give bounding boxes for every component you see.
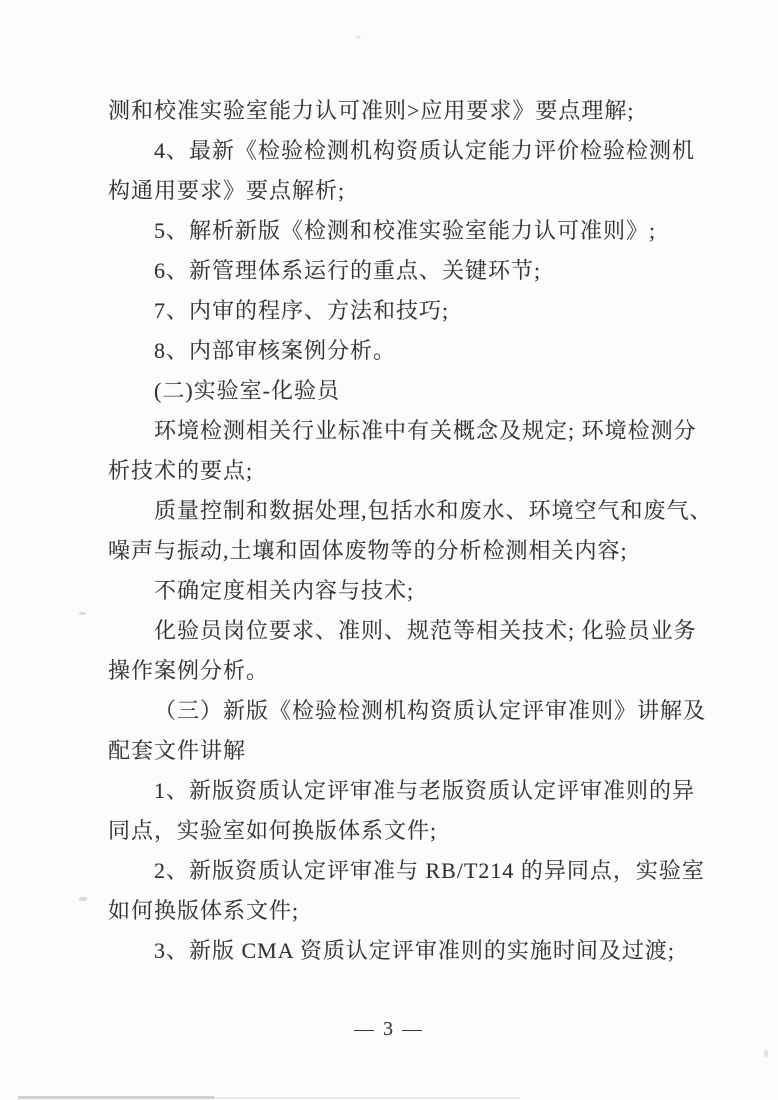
text-line: 不确定度相关内容与技术; <box>154 578 415 603</box>
scan-speck <box>764 1050 768 1057</box>
text-line: 质量控制和数据处理,包括水和废水、环境空气和废气、 <box>154 498 713 523</box>
text-line: 噪声与振动,土壤和固体废物等的分析检测相关内容; <box>108 538 628 563</box>
text-line: 环境检测相关行业标准中有关概念及规定; 环境检测分 <box>154 418 697 443</box>
document-body <box>108 91 713 971</box>
text-line: 如何换版体系文件; <box>108 898 300 923</box>
text-line: (二)实验室-化验员 <box>154 378 340 403</box>
text-line: 6、新管理体系运行的重点、关键环节; <box>154 258 542 283</box>
scan-speck <box>356 36 361 39</box>
text-line: （三）新版《检验检测机构资质认定评审准则》讲解及 <box>154 698 707 723</box>
text-line: 同点，实验室如何换版体系文件; <box>108 818 438 843</box>
text-line: 配套文件讲解 <box>108 738 247 763</box>
scan-speck <box>79 897 87 901</box>
text-line: 2、新版资质认定评审准与 RB/T214 的异同点，实验室 <box>154 858 705 883</box>
text-line: 4、最新《检验检测机构资质认定能力评价检验检测机 <box>154 138 696 163</box>
text-line: 析技术的要点; <box>108 458 254 483</box>
text-line: 8、内部审核案例分析。 <box>154 338 397 363</box>
text-line: 测和校准实验室能力认可准则>应用要求》要点理解; <box>108 98 635 123</box>
text-line: 1、新版资质认定评审准与老版资质认定评审准则的异 <box>154 778 696 803</box>
text-line: 操作案例分析。 <box>108 658 270 683</box>
text-line: 3、新版 CMA 资质认定评审准则的实施时间及过渡; <box>154 938 676 963</box>
scan-edge-streak <box>18 1096 214 1099</box>
text-line: 构通用要求》要点解析; <box>108 178 346 203</box>
page-number: — 3 — <box>354 1018 424 1040</box>
scan-edge-streak <box>214 1097 520 1099</box>
text-line: 化验员岗位要求、准则、规范等相关技术; 化验员业务 <box>154 618 697 643</box>
text-line: 7、内审的程序、方法和技巧; <box>154 298 450 323</box>
scan-speck <box>79 612 86 615</box>
text-line: 5、解析新版《检测和校准实验室能力认可准则》; <box>154 218 657 243</box>
